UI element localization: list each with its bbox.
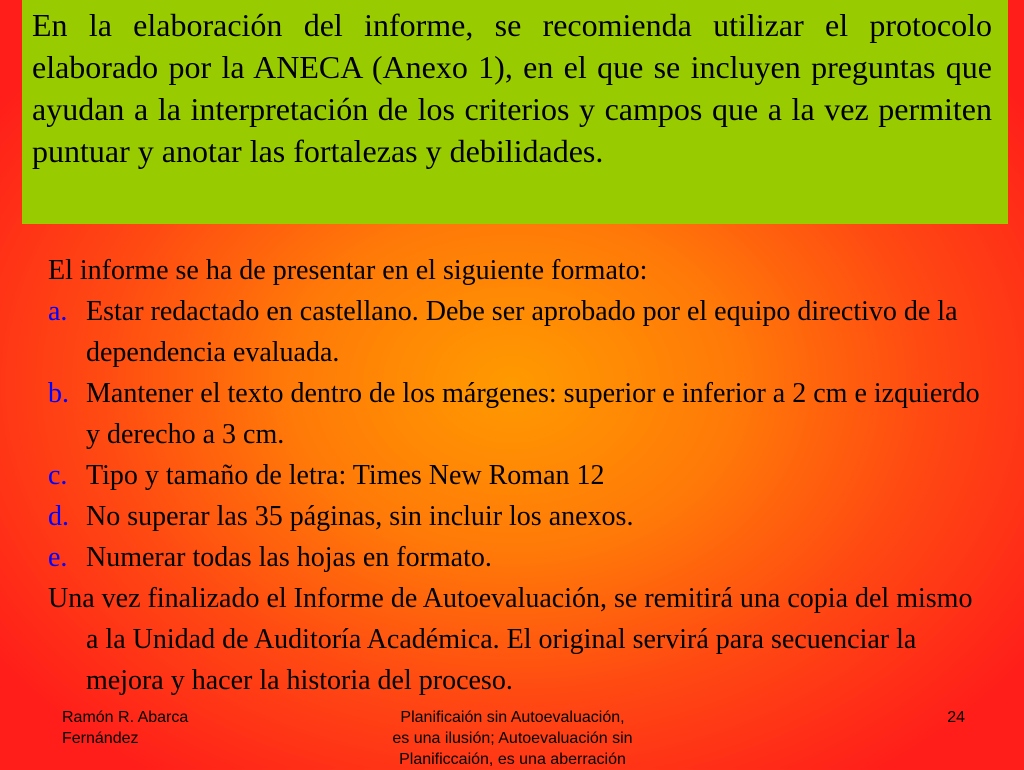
list-marker: d. bbox=[48, 501, 69, 532]
list-item bbox=[48, 455, 988, 496]
list-item bbox=[48, 496, 988, 537]
footer-slogan-line: Planificcaión, es una aberración bbox=[399, 751, 626, 768]
list-item bbox=[48, 537, 988, 578]
slide-content bbox=[48, 250, 988, 701]
list-item-text: Tipo y tamaño de letra: Times New Roman 12 bbox=[86, 460, 605, 491]
list-marker: e. bbox=[48, 542, 68, 573]
list-item bbox=[48, 373, 988, 455]
list-marker: a. bbox=[48, 296, 68, 327]
footer-author-line: Ramón R. Abarca bbox=[62, 709, 189, 726]
list-item-text: Estar redactado en castellano. Debe ser aprobado por el equipo directivo de la dependencia evaluada. bbox=[86, 296, 958, 368]
footer-slogan-line: es una ilusión; Autoevaluación sin bbox=[392, 730, 633, 747]
footer-slogan-line: Planificaión sin Autoevaluación, bbox=[400, 709, 625, 726]
list-item-text: No superar las 35 páginas, sin incluir los anexos. bbox=[86, 501, 634, 532]
footer-author-line: Fernández bbox=[62, 730, 139, 747]
list-item bbox=[48, 291, 988, 373]
list-marker: c. bbox=[48, 460, 68, 491]
list-item-text: Mantener el texto dentro de los márgenes: superior e inferior a 2 cm e izquierdo y derecho a 3 cm. bbox=[86, 378, 980, 450]
intro-box bbox=[22, 0, 1008, 224]
page-number: 24 bbox=[947, 709, 965, 726]
intro-paragraph: En la elaboración del informe, se recomienda utilizar el protocolo elaborado por la ANECA (Anexo 1), en el que se incluyen preguntas que ayudan a la interpretación de los criterios y campos que a la vez permiten puntuar y anotar las fortalezas y debilidades. bbox=[32, 7, 992, 169]
list-item-text: Numerar todas las hojas en formato. bbox=[86, 542, 492, 573]
list-marker: b. bbox=[48, 378, 69, 409]
footer-author bbox=[62, 707, 262, 749]
footer-slogan bbox=[340, 707, 685, 770]
lead-paragraph: El informe se ha de presentar en el siguiente formato: bbox=[48, 255, 648, 286]
closing-paragraph: Una vez finalizado el Informe de Autoevaluación, se remitirá una copia del mismo a la Unidad de Auditoría Académica. El original servirá para secuenciar la mejora y hacer la historia del proceso. bbox=[48, 583, 973, 696]
